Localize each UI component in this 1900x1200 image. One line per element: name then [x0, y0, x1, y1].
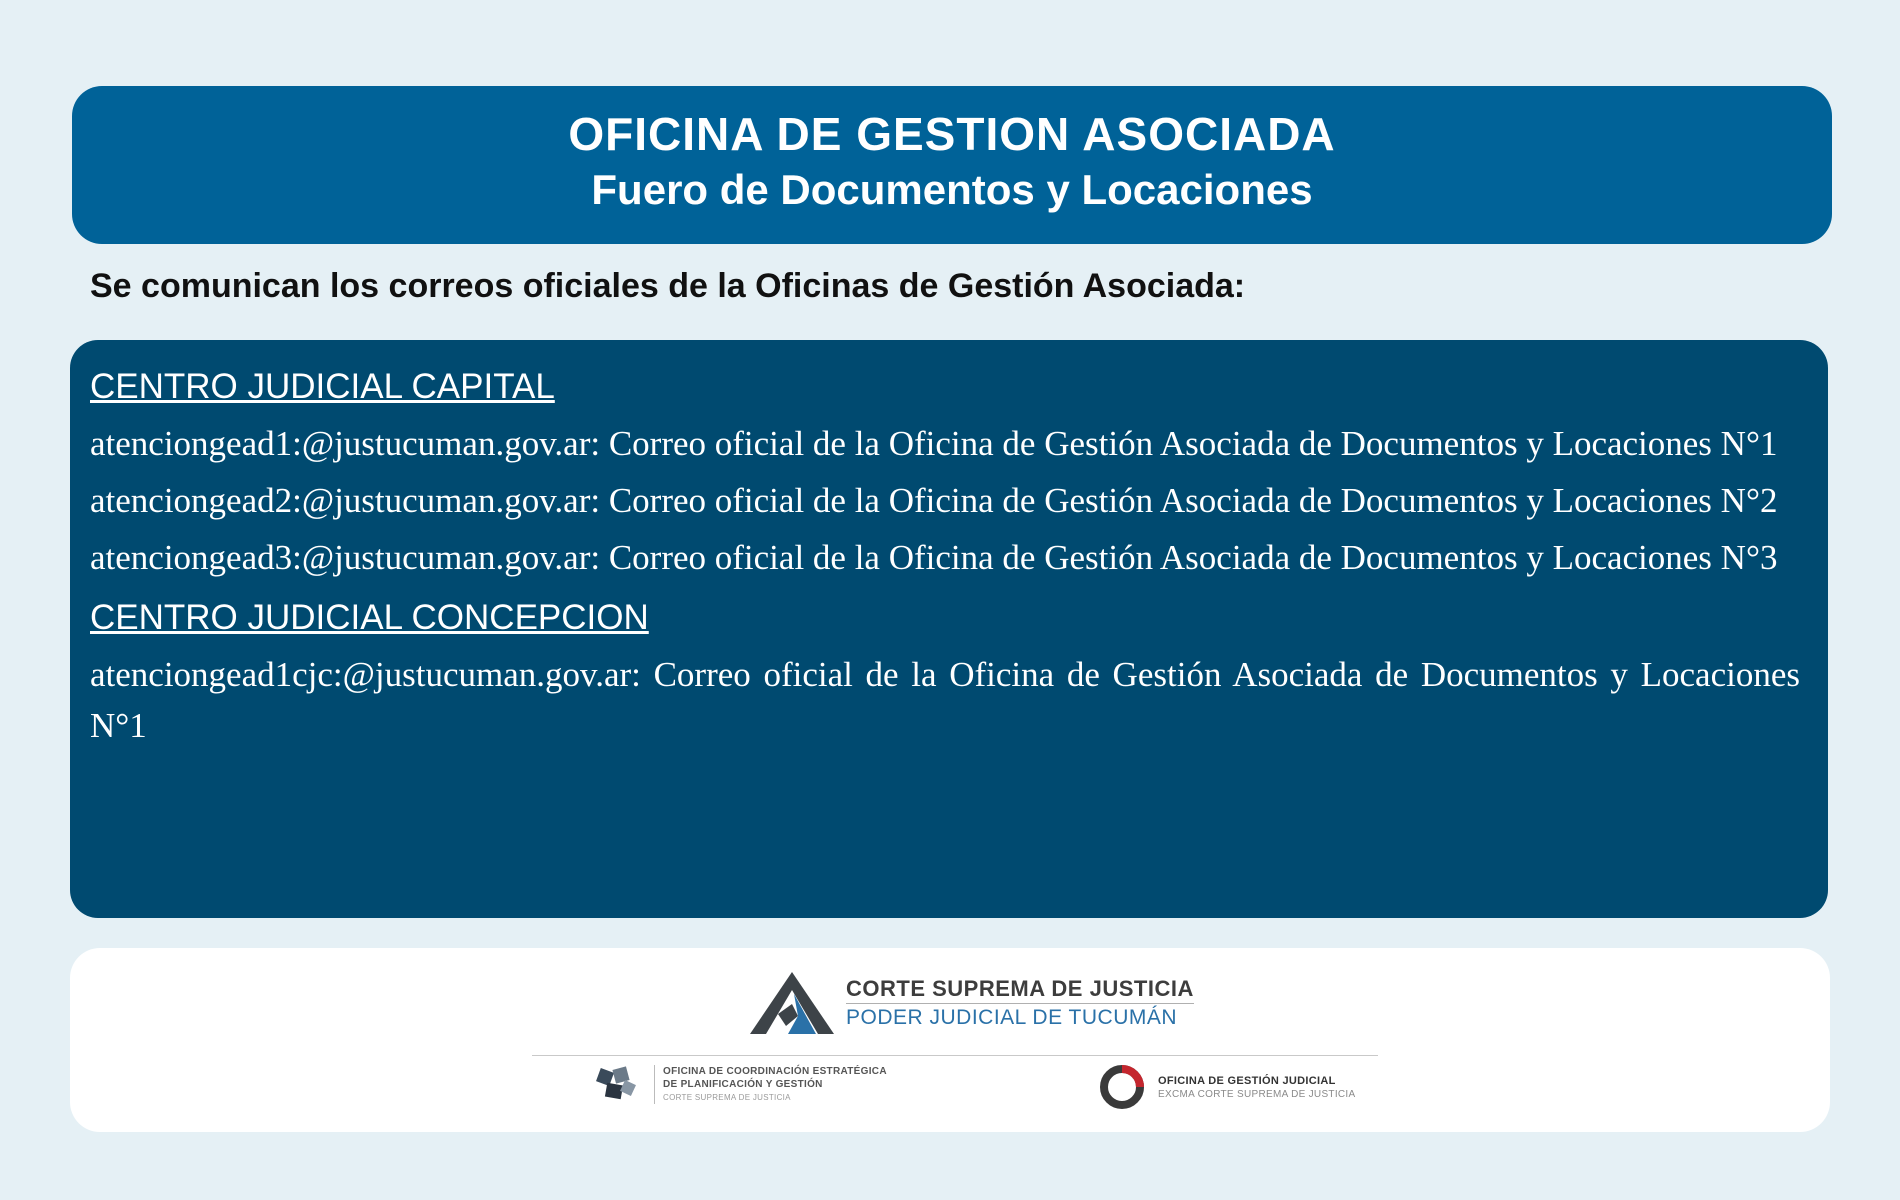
logo-line-corte: CORTE SUPREMA DE JUSTICIA [846, 975, 1194, 1001]
page-subtitle: Fuero de Documentos y Locaciones [591, 166, 1313, 213]
ring-logo-icon [1098, 1064, 1148, 1110]
left-logo-line3: CORTE SUPREMA DE JUSTICIA [663, 1092, 791, 1102]
puzzle-logo-icon [592, 1064, 640, 1104]
email-entry: atenciongead1cjc:@justucuman.gov.ar: Correo oficial de la Oficina de Gestión Asociada de Documentos y Locaciones N°1 [90, 655, 1800, 745]
logo-line-poder: PODER JUDICIAL DE TUCUMÁN [846, 1003, 1194, 1032]
footer-logos [70, 948, 1830, 1132]
section-title-concepcion: CENTRO JUDICIAL CONCEPCION [90, 598, 649, 637]
section-title-capital: CENTRO JUDICIAL CAPITAL [90, 367, 555, 406]
page-title: OFICINA DE GESTION ASOCIADA [568, 108, 1336, 160]
corte-suprema-logo [748, 970, 1194, 1036]
left-logo-line2: DE PLANIFICACIÓN Y GESTIÓN [663, 1078, 823, 1090]
planificacion-logo [592, 1064, 887, 1104]
gestion-judicial-logo [1098, 1064, 1355, 1110]
email-entry: atenciongead1:@justucuman.gov.ar: Correo oficial de la Oficina de Gestión Asociada de Documentos y Locaciones N°1 [90, 424, 1778, 463]
header-banner [72, 86, 1832, 244]
footer-divider [532, 1055, 1378, 1056]
left-logo-line1: OFICINA DE COORDINACIÓN ESTRATÉGICA [663, 1065, 887, 1077]
email-entry: atenciongead3:@justucuman.gov.ar: Correo oficial de la Oficina de Gestión Asociada de Documentos y Locaciones N°3 [90, 538, 1778, 577]
email-entry: atenciongead2:@justucuman.gov.ar: Correo oficial de la Oficina de Gestión Asociada de Documentos y Locaciones N°2 [90, 481, 1778, 520]
triangle-logo-icon [748, 970, 836, 1036]
intro-text: Se comunican los correos oficiales de la Oficinas de Gestión Asociada: [90, 267, 1246, 305]
right-logo-line1: OFICINA DE GESTIÓN JUDICIAL [1158, 1074, 1336, 1087]
emails-panel [70, 340, 1828, 918]
right-logo-line2: EXCMA CORTE SUPREMA DE JUSTICIA [1158, 1088, 1356, 1100]
